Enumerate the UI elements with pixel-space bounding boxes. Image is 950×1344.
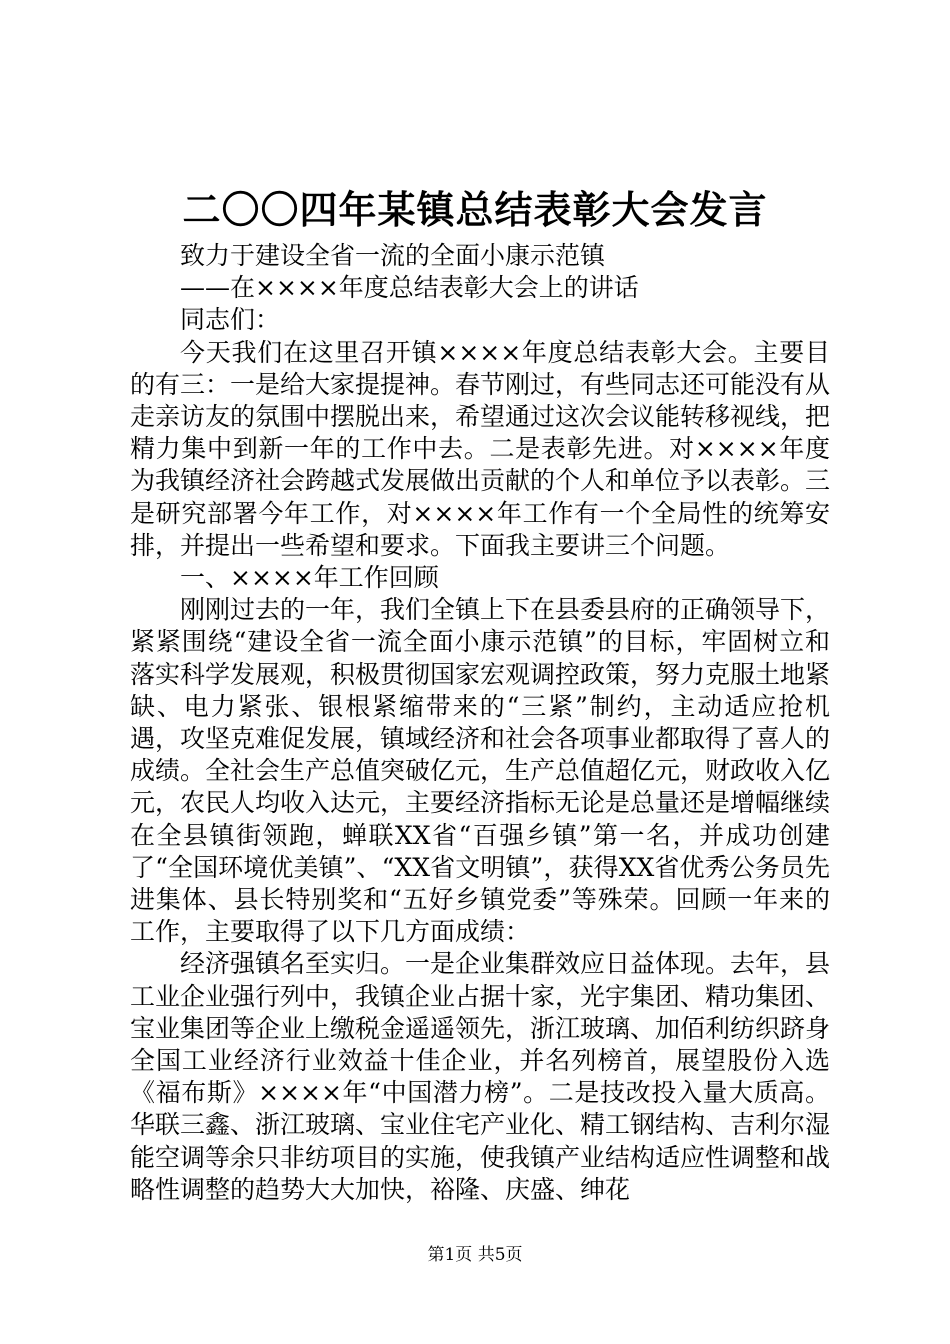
salutation: 同志们： — [180, 305, 281, 335]
subtitle-line-1: 致力于建设全省一流的全面小康示范镇 — [180, 241, 606, 270]
section-heading: 一、××××年工作回顾 — [180, 563, 439, 593]
paragraph-economy: 经济强镇名至实归。一是企业集群效应日益体现。去年，县工业企业强行列中，我镇企业占据十家，光宇集团、精功集团、宝业集团等企业上缴税金遥遥领先，浙江玻璃、加佰利纺织跻身全国工业经济行业效益十佳企业，并名列榜首，展望股份入选《福布斯》××××年“中国潜力榜”。二是技改投入量大质高。华联三鑫、浙江玻璃、宝业住宅产业化、精工钢结构、吉利尔湿能空调等余只非纺项目的实施，使我镇产业结构适应性调整和战略性调整的趋势大大加快，裕隆、庆盛、绅花 — [130, 949, 831, 1204]
paragraph-intro: 今天我们在这里召开镇××××年度总结表彰大会。主要目的有三：一是给大家提提神。春节刚过，有些同志还可能没有从走亲访友的氛围中摆脱出来，希望通过这次会议能转移视线，把精力集中到新一年的工作中去。二是表彰先进。对××××年度为我镇经济社会跨越式发展做出贡献的个人和单位予以表彰。三是研究部署今年工作，对××××年工作有一个全局性的统筹安排，并提出一些希望和要求。下面我主要讲三个问题。 — [130, 337, 831, 560]
subtitle-line-2: ——在××××年度总结表彰大会上的讲话 — [180, 273, 639, 303]
document-body — [130, 240, 830, 1206]
paragraph-review: 刚刚过去的一年，我们全镇上下在县委县府的正确领导下，紧紧围绕“建设全省一流全面小康示范镇”的目标，牢固树立和落实科学发展观，积极贯彻国家宏观调控政策，努力克服土地紧缺、电力紧张、银根紧缩带来的“三紧”制约，主动适应抢机遇，攻坚克难促发展，镇域经济和社会各项事业都取得了喜人的成绩。全社会生产总值突破亿元，生产总值超亿元，财政收入亿元，农民人均收入达元，主要经济指标无论是总量还是增幅继续在全县镇街领跑，蝉联XX省“百强乡镇”第一名，并成功创建了“全国环境优美镇”、“XX省文明镇”，获得XX省优秀公务员先进集体、县长特别奖和“五好乡镇党委”等殊荣。回顾一年来的工作，主要取得了以下几方面成绩： — [130, 595, 831, 947]
page-footer: 第1页 共5页 — [427, 1245, 523, 1265]
document-title: 二〇〇四年某镇总结表彰大会发言 — [182, 187, 768, 232]
